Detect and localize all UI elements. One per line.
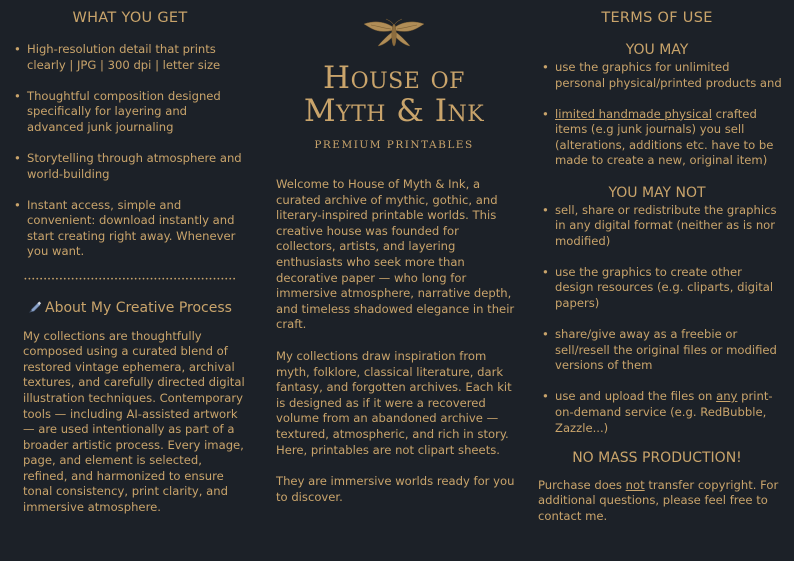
pen-icon — [28, 300, 42, 314]
brand-line-1: House of — [323, 60, 465, 96]
list-item — [542, 203, 782, 250]
purchase-underlined: not — [625, 477, 645, 492]
tagline: PREMIUM PRINTABLES — [314, 139, 474, 151]
list-item: • Thoughtful composition designed specifically for layering and advanced junk journaling — [14, 89, 246, 136]
you-may-not-list — [532, 203, 782, 437]
item-text: use and upload the files on — [555, 389, 717, 404]
process-title-label: About My Creative Process — [45, 299, 232, 316]
item-text: print-on-demand service (e.g. RedBubble, Zazzle...) — [555, 389, 773, 435]
list-item — [542, 389, 782, 436]
list-item — [542, 327, 782, 374]
terms-heading: TERMS OF USE — [601, 10, 713, 26]
item-underlined: limited handmade physical — [555, 106, 712, 121]
list-item — [542, 107, 782, 169]
item-text: sell, share or redistribute the graphics in any digital format (neither as is nor modified) — [555, 202, 777, 248]
left-column — [14, 0, 246, 516]
you-may-not-title: YOU MAY NOT — [608, 184, 706, 201]
you-may-list — [532, 60, 782, 169]
list-item — [542, 265, 782, 312]
brand-title — [270, 62, 518, 128]
process-title — [14, 300, 246, 316]
list-item — [542, 60, 782, 91]
no-mass-production: NO MASS PRODUCTION! — [572, 449, 742, 466]
list-item: • High-resolution detail that prints clearly | JPG | 300 dpi | letter size — [14, 42, 246, 73]
process-text: My collections are thoughtfully composed using a curated blend of restored vintage ephemera, archival textures, and carefully directed digital illustration techniques. Contemporary tools — including AI-assisted artwork — are used intentionally as part of a broader artistic process. Every image, page, and element is selected, refined, and harmonized to ensure tonal consistency, print clarity, and immersive atmosphere. — [23, 328, 245, 515]
item-text: use the graphics for unlimited personal physical/printed products and — [555, 60, 782, 90]
list-item: • Storytelling through atmosphere and world-building — [14, 151, 246, 182]
what-you-get-list — [14, 42, 246, 260]
purchase-text: transfer copyright. For additional questions, please feel free to contact me. — [538, 477, 779, 523]
dotted-divider: •••••••••••••••••••••••••••••••••••••••••••••••••••••• — [23, 275, 237, 283]
item-underlined: any — [716, 389, 738, 404]
purchase-note — [532, 478, 782, 525]
middle-column — [270, 0, 518, 505]
inspiration-paragraph: My collections draw inspiration from myth, folklore, classical literature, dark fantasy, and forgotten archives. Each kit is designed as if it were a recovered volume from an abandoned archive — textured, atmospheric, and rich in story. Here, printables are not clipart sheets. — [276, 348, 512, 457]
list-item: • Instant access, simple and convenient: download instantly and start creating right away. Whenever you want. — [14, 198, 246, 260]
brand-line-2: Myth & Ink — [303, 93, 485, 129]
item-text: share/give away as a freebie or sell/resell the original files or modified versions of them — [555, 327, 777, 373]
closing-paragraph: They are immersive worlds ready for you to discover. — [276, 474, 515, 504]
you-may-title: YOU MAY — [625, 42, 689, 58]
item-text: crafted items (e.g junk journals) you sell (alterations, additions etc. have to be made to create a new, original item) — [555, 106, 774, 168]
moth-icon — [361, 18, 427, 52]
item-text: use the graphics to create other design resources (e.g. cliparts, digital papers) — [555, 264, 774, 311]
purchase-text: Purchase does — [538, 477, 626, 492]
welcome-paragraph: Welcome to House of Myth & Ink, a curated archive of mythic, gothic, and literary-inspired printable worlds. This creative house was founded for collectors, artists, and layering enthusiasts who seek more than decorative paper — who long for immersive atmosphere, narrative depth, and timeless shadowed elegance in their craft. — [276, 177, 515, 332]
right-column — [532, 0, 782, 524]
what-you-get-heading: WHAT YOU GET — [72, 10, 188, 26]
